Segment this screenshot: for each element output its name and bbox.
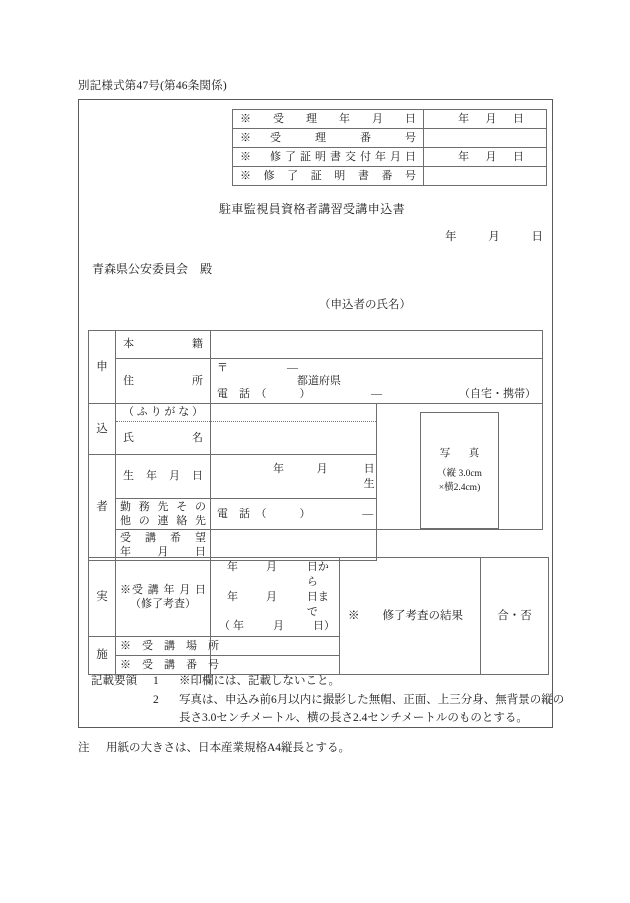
birth-day-label: 日生 <box>363 463 375 490</box>
table-row <box>233 110 547 129</box>
table-row <box>89 359 543 404</box>
table-row <box>89 404 543 422</box>
year-label: 年 <box>458 150 470 163</box>
photo-cell[interactable] <box>377 404 543 530</box>
month-label: 月 <box>485 112 497 125</box>
year-label: 年 <box>445 231 457 243</box>
course-date-line-2: 年 月 日まで <box>227 590 329 618</box>
course-number-label: ※ 受 講 番 号 <box>116 656 211 675</box>
postal-code-dash: ― <box>287 362 298 374</box>
workplace-tel-dash: ― <box>362 507 374 520</box>
month-label: 月 <box>488 231 500 243</box>
pass-fail-field[interactable]: 合・否 <box>481 558 549 675</box>
course-place-label: ※ 受 講 場 所 <box>116 637 211 656</box>
table-row <box>233 129 547 148</box>
form-number: 別記様式第47号(第46条関係) <box>78 80 227 92</box>
receipt-row-0-value[interactable] <box>424 110 547 129</box>
instruction-text: 写真は、申込み前6月以内に撮影した無帽、正面、上三分身、無背景の縦の <box>179 693 565 706</box>
instruction-number: 2 <box>153 693 159 706</box>
day-label: 日 <box>531 231 543 243</box>
instruction-item-1 <box>91 672 564 691</box>
table-row <box>89 558 549 637</box>
workplace-label: 勤 務 先 そ の 他 の 連 絡 先 <box>116 499 211 530</box>
photo-dimension-line-2: ×横2.4cm) <box>438 482 481 493</box>
table-row <box>233 167 547 186</box>
day-label: 日 <box>512 150 524 163</box>
tel-label: 電 話 （ ） <box>217 388 311 400</box>
month-label: 月 <box>485 150 497 163</box>
form-frame <box>78 99 565 728</box>
jusho-label: 住 所 <box>116 359 211 404</box>
page-title: 駐車監視員資格者講習受講申込書 <box>219 202 406 216</box>
submission-date-line <box>445 228 543 244</box>
implementation-table <box>88 557 549 675</box>
table-row <box>233 148 547 167</box>
shimei-label: 氏 名 <box>116 422 211 455</box>
desired-date-field[interactable] <box>211 530 377 561</box>
desired-date-label: 受 講 希 望 年 月 日 <box>116 530 211 561</box>
photo-label: 写 真 <box>439 447 484 459</box>
year-label: 年 <box>458 112 470 125</box>
exam-result-label: ※ 修了考査の結果 <box>340 558 481 675</box>
photo-dimension-line-1: （縦 3.0cm <box>437 468 482 479</box>
photo-box <box>420 412 499 529</box>
addressee: 青森県公安委員会 殿 <box>92 262 213 276</box>
side-label-moushi: 申 <box>89 331 116 404</box>
side-label-sha: 者 <box>89 455 116 561</box>
instruction-item-2 <box>91 691 564 710</box>
course-date-field[interactable] <box>211 558 340 637</box>
instruction-text: ※印欄には、記載しないこと。 <box>179 675 340 687</box>
instruction-text-continued: 長さ3.0センチメートル、横の長さ2.4センチメートルのものとする。 <box>179 712 528 725</box>
table-row <box>89 530 543 561</box>
side-label-jitsu: 実 <box>89 558 116 637</box>
course-date-label: ※受 講 年 月 日 （修了考査） <box>116 558 211 637</box>
applicant-name-label: （申込者の氏名） <box>319 299 411 311</box>
postal-code-icon: 〒 <box>217 362 228 374</box>
instruction-number: 1 <box>153 675 159 687</box>
receipt-row-2-value[interactable] <box>424 148 547 167</box>
instructions-block <box>91 672 564 728</box>
note-marker: 注 <box>78 742 90 754</box>
course-date-line-1: 年 月 日から <box>227 561 329 588</box>
honseki-field[interactable] <box>211 331 543 359</box>
birth-year-label: 年 <box>273 463 284 476</box>
receipt-row-3-value[interactable] <box>424 167 547 186</box>
workplace-tel-label: 電 話 （ ） <box>217 507 311 520</box>
official-use-table <box>232 109 547 186</box>
jusho-field[interactable] <box>211 359 543 404</box>
furigana-label: （ふりがな） <box>116 404 211 422</box>
birthdate-field[interactable] <box>211 455 377 499</box>
course-date-line-3: （ 年 月 日） <box>219 620 335 633</box>
receipt-row-0-label: ※ 受 理 年 月 日 <box>233 110 424 129</box>
table-row <box>89 331 543 359</box>
instruction-spacer <box>91 691 153 710</box>
receipt-row-1-value[interactable] <box>424 129 547 148</box>
prefecture-label: 都道府県 <box>297 375 341 387</box>
honseki-label: 本 籍 <box>116 331 211 359</box>
paper-size-note <box>78 739 350 755</box>
course-place-field[interactable] <box>211 637 340 656</box>
instructions-heading: 記載要領 <box>91 675 137 687</box>
receipt-row-2-label: ※ 修了証明書交付年月日 <box>233 148 424 167</box>
receipt-row-1-label: ※ 受 理 番 号 <box>233 129 424 148</box>
tel-kind-label: （自宅・携帯） <box>459 388 536 400</box>
furigana-field[interactable] <box>211 404 377 422</box>
applicant-table <box>88 330 543 561</box>
birth-month-label: 月 <box>316 463 328 476</box>
day-label: 日 <box>512 112 524 125</box>
side-label-shi: 施 <box>89 637 116 675</box>
side-label-komi: 込 <box>89 404 116 455</box>
note-text: 用紙の大きさは、日本産業規格A4縦長とする。 <box>106 742 351 754</box>
receipt-row-3-label: ※ 修 了 証 明 書 番 号 <box>233 167 424 186</box>
tel-dash: ― <box>371 388 382 400</box>
birthdate-label: 生 年 月 日 <box>116 455 211 499</box>
workplace-field[interactable] <box>211 499 377 530</box>
shimei-field[interactable] <box>211 422 377 455</box>
